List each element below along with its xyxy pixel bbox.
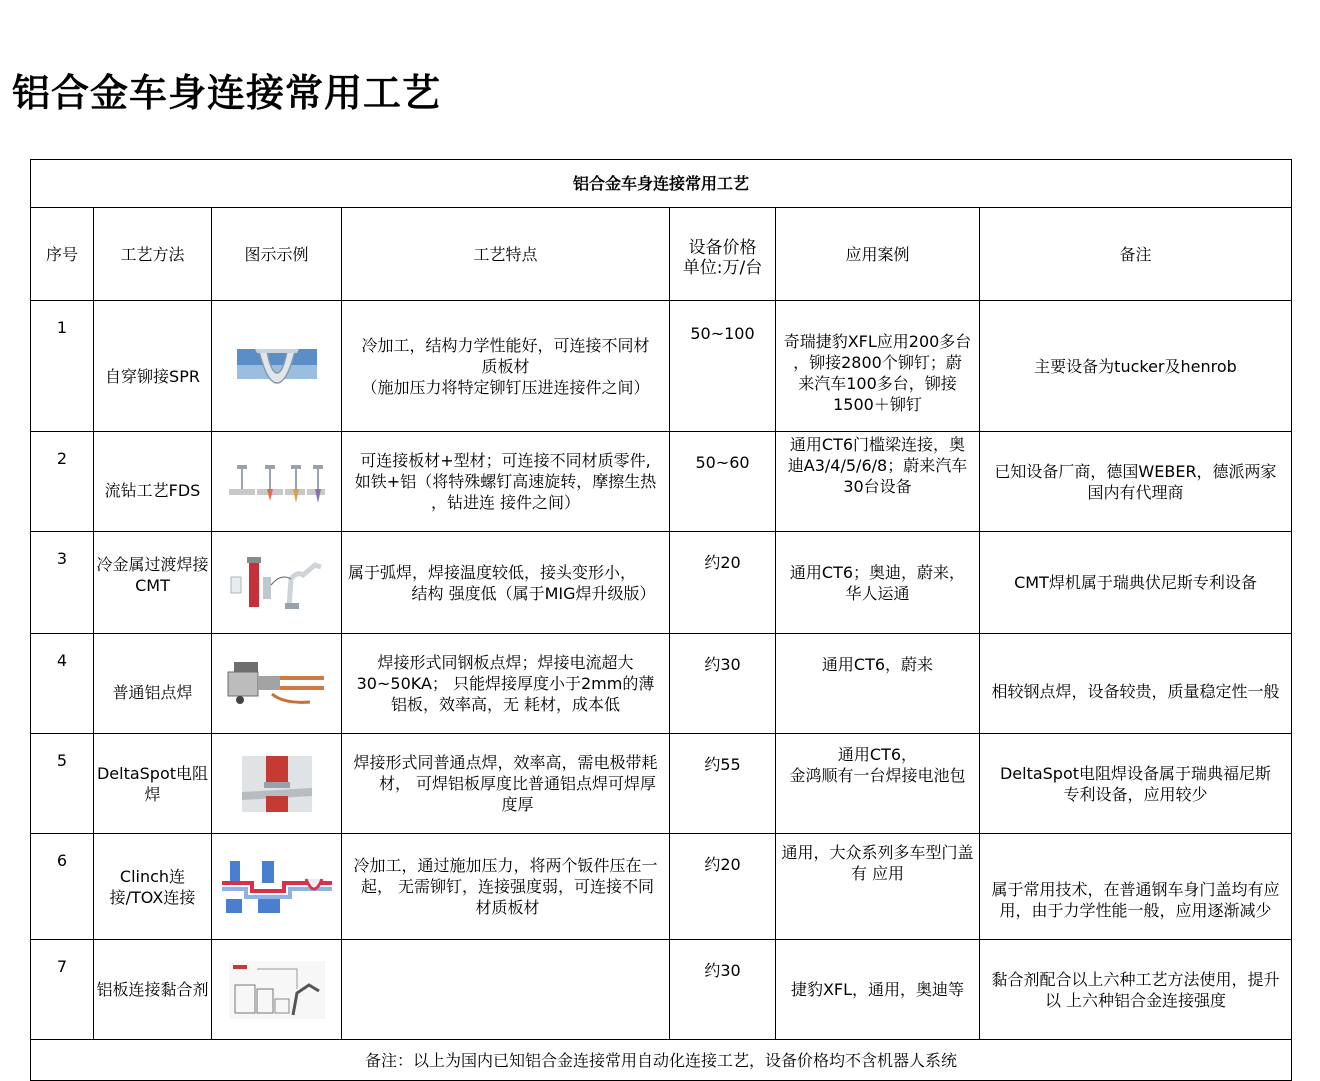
- row-no: 3: [31, 532, 94, 634]
- row-features: 可连接板材+型材；可连接不同材质零件, 如铁+铝（将特殊螺钉高速旋转，摩擦生热 ，钻进连 接件之间）: [342, 432, 670, 532]
- header-illustration: 图示示例: [212, 208, 342, 301]
- row-remarks: 黏合剂配合以上六种工艺方法使用，提升 以 上六种铝合金连接强度: [980, 940, 1292, 1040]
- row-price: 约30: [670, 940, 776, 1040]
- row-price: 50~100: [670, 301, 776, 432]
- row-cases: 奇瑞捷豹XFL应用200多台 ，铆接2800个铆钉；蔚 来汽车100多台，铆接 1500＋铆钉: [776, 301, 980, 432]
- header-remarks: 备注: [980, 208, 1292, 301]
- row-method: DeltaSpot电阻焊: [94, 734, 212, 834]
- cmt-welding-robot-icon: [212, 532, 342, 634]
- row-features: 冷加工，结构力学性能好，可连接不同材 质板材 （施加压力将特定铆钉压进连接件之间）: [342, 301, 670, 432]
- row-price: 约55: [670, 734, 776, 834]
- row-method: 自穿铆接SPR: [94, 301, 212, 432]
- row-remarks: CMT焊机属于瑞典伏尼斯专利设备: [980, 532, 1292, 634]
- spr-rivet-diagram-icon: [212, 301, 342, 432]
- row-price: 约20: [670, 834, 776, 940]
- row-price: 约20: [670, 532, 776, 634]
- header-price-line2: 单位:万/台: [682, 258, 763, 278]
- row-remarks: 属于常用技术，在普通钢车身门盖均有应 用，由于力学性能一般，应用逐渐减少: [980, 834, 1292, 940]
- row-price: 约30: [670, 634, 776, 734]
- adhesive-dispensing-line-icon: [212, 940, 342, 1040]
- clinch-joint-diagram-icon: [212, 834, 342, 940]
- header-price: [670, 208, 776, 301]
- table-row: [31, 301, 1292, 432]
- row-features: 焊接形式同钢板点焊；焊接电流超大 30~50KA； 只能焊接厚度小于2mm的薄 铝板，效率高，无 耗材，成本低: [342, 634, 670, 734]
- row-features: [342, 940, 670, 1040]
- header-features: 工艺特点: [342, 208, 670, 301]
- row-no: 1: [31, 301, 94, 432]
- table-row: [31, 734, 1292, 834]
- row-cases: 通用CT6，蔚来: [776, 634, 980, 734]
- table-row: [31, 432, 1292, 532]
- header-method: 工艺方法: [94, 208, 212, 301]
- row-method: 普通铝点焊: [94, 634, 212, 734]
- row-features: 焊接形式同普通点焊，效率高，需电极带耗 材， 可焊铝板厚度比普通铝点焊可焊厚 度厚: [342, 734, 670, 834]
- table-caption: 铝合金车身连接常用工艺: [31, 160, 1292, 208]
- row-features: 冷加工，通过施加压力，将两个钣件压在一 起， 无需铆钉，连接强度弱，可连接不同 材质板材: [342, 834, 670, 940]
- header-cases: 应用案例: [776, 208, 980, 301]
- process-table: [30, 159, 1292, 1081]
- row-cases: 捷豹XFL，通用，奥迪等: [776, 940, 980, 1040]
- table-row: [31, 834, 1292, 940]
- row-remarks: 相较钢点焊，设备较贵，质量稳定性一般: [980, 634, 1292, 734]
- row-cases: 通用，大众系列多车型门盖 有 应用: [776, 834, 980, 940]
- row-method: Clinch连接/TOX连接: [94, 834, 212, 940]
- table-row: [31, 940, 1292, 1040]
- row-remarks: DeltaSpot电阻焊设备属于瑞典福尼斯 专利设备，应用较少: [980, 734, 1292, 834]
- row-method: 流钻工艺FDS: [94, 432, 212, 532]
- table-row: [31, 634, 1292, 734]
- row-no: 4: [31, 634, 94, 734]
- page-title: 铝合金车身连接常用工艺: [12, 71, 442, 115]
- row-method: 铝板连接黏合剂: [94, 940, 212, 1040]
- fds-screw-sequence-icon: [212, 432, 342, 532]
- row-no: 2: [31, 432, 94, 532]
- row-cases: 通用CT6门槛梁连接，奥 迪A3/4/5/6/8；蔚来汽车 30台设备: [776, 432, 980, 532]
- spot-welding-gun-icon: [212, 634, 342, 734]
- row-cases: 通用CT6， 金鸿顺有一台焊接电池包: [776, 734, 980, 834]
- row-cases: 通用CT6；奥迪，蔚来， 华人运通: [776, 532, 980, 634]
- row-no: 6: [31, 834, 94, 940]
- row-no: 7: [31, 940, 94, 1040]
- header-price-line1: 设备价格: [688, 238, 757, 258]
- row-no: 5: [31, 734, 94, 834]
- row-remarks: 主要设备为tucker及henrob: [980, 301, 1292, 432]
- row-features: 属于弧焊，焊接温度较低，接头变形小， 结构 强度低（属于MIG焊升级版）: [342, 532, 670, 634]
- row-method: 冷金属过渡焊接CMT: [94, 532, 212, 634]
- table-row: [31, 532, 1292, 634]
- deltaspot-electrode-icon: [212, 734, 342, 834]
- row-price: 50~60: [670, 432, 776, 532]
- header-no: 序号: [31, 208, 94, 301]
- table-footnote: 备注：以上为国内已知铝合金连接常用自动化连接工艺，设备价格均不含机器人系统: [31, 1040, 1292, 1081]
- row-remarks: 已知设备厂商，德国WEBER，德派两家 国内有代理商: [980, 432, 1292, 532]
